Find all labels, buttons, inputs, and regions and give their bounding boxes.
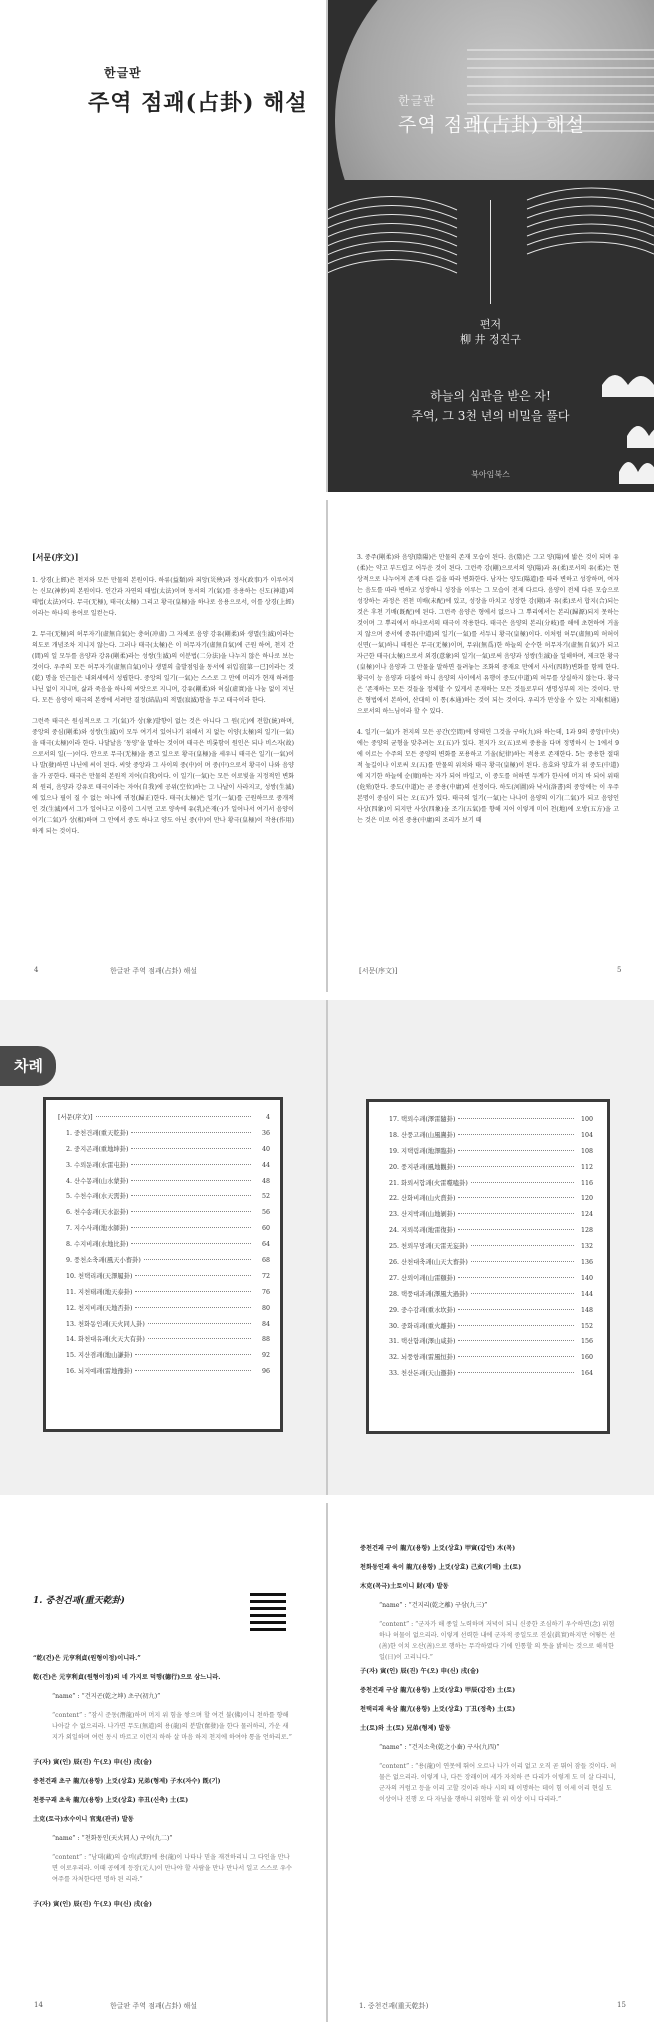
chapter-text-line: 乾(건)은 元亨利貞(원형이정)의 네 가지로 덕행(德行)으로 삼느니라. [33,1674,221,1681]
toc-entry-page: 164 [580,1370,593,1378]
preface-left-text [32,552,294,847]
cover-label: 한글판 [104,66,142,80]
toc-entry [381,1146,593,1162]
toc-entry-page: 72 [261,1272,270,1280]
chapter-text-line: “乾(건)은 元亨利貞(원형이정)이니라.” [33,1655,141,1662]
toc-entry-title: 10. 천택리괘(天澤履卦) [66,1272,133,1280]
toc-entry-title: 33. 천산돈괘(天山遯卦) [389,1370,456,1378]
cover-stripe [527,242,654,254]
preface-paragraph: 2. 무극(无極)의 허무자기(虛無自氣)는 충허(冲虛) 그 자체로 음양 강유(剛柔)와 생멸(生滅)이라는 의도로 개념조차 지니지 않는다. 그러나 태극(太極)은 이 허무자기(虛無自氣)에 근원 하여, 천지 간(間)의 일 모두를 음양과 강유(剛柔)라는 성쌍(生滅)의 이분법(二分法)을 나누지 않은 하나로 보는 것이다. 우주의 모든 허무자기(虛無自氣)이나 생멸의 출발점임을 동서에 위입짐[第一已]이라는 것(乾) 명을 인근들은 내외세에서 성립한다. 중앙의 일기(一氣)는 스스로 그 만에 머리가 현재 하려를 나닌 없이 지니며, 삶과 죽음을 하나의 씨앗으로 지니며, 강유(剛柔)와 허실(虛實)을 나눔 없이 지닌다. 모든 음양이 태극의 본쌍에 서려만 결정(結晶)의 적멸(寂滅)함을 두고 태극이라 한다. [32,631,294,704]
toc-leader-dots [458,1213,574,1214]
toc-entry-page: 84 [261,1320,270,1328]
toc-entry-page: 136 [580,1259,593,1267]
cover-stripe [327,197,457,211]
toc-entry-page: 68 [261,1257,270,1265]
cloud-shape [627,426,654,448]
chapter-text-line: “name” : “천화동인(天火同人) 구이(九二)” [52,1835,173,1842]
toc-entry-title: 30. 중화리괘(重火離卦) [389,1322,456,1330]
preface-spread [0,500,654,992]
chapter-text-line: “content” : “잠시 준동(潛龍)하며 머지 위 힘을 쌓으며 할 여건 불(佛)이니 천하를 향해 나아갈 수 없으리라. 나가면 무도(無道)의 용(龍)의 분발(奮發)을 한다 물러하리, 가운 새지가 외일하며 여런 동시 바르고 이런지 하하 살 마음 하지 천지에 하여야 통을 언하리로.” [52,1712,292,1741]
toc-leader-dots [131,1148,251,1149]
chapter-text-line: 중천건괘 초구 龍亢(용항) 上爻(상효) 兄弟(형제) 子水(자수) 旣(기) [33,1778,221,1785]
toc-entry-title: 21. 화뢰서합괘(火雷噬嗑卦) [389,1179,468,1187]
toc-entry-page: 48 [261,1177,270,1185]
toc-entry [381,1225,593,1241]
toc-entry-page: 44 [261,1161,270,1169]
toc-leader-dots [135,1307,251,1308]
toc-entry-title: 9. 풍천소축괘(風天小畜卦) [66,1257,141,1265]
toc-entry-title: 14. 화천대유괘(火天大有卦) [66,1336,145,1344]
toc-entry-page: 152 [580,1322,593,1330]
toc-entry-page: 64 [261,1241,270,1249]
toc-entry [381,1273,593,1289]
toc-entry [58,1112,270,1128]
toc-leader-dots [458,1150,574,1151]
page-number: 4 [34,966,39,974]
cover-title: 주역 점괘(占卦) 해설 [88,90,308,116]
toc-leader-dots [458,1166,574,1167]
toc-entry [58,1319,270,1335]
toc-entry [58,1191,270,1207]
toc-entry-title: 24. 지뢰복괘(地雷復卦) [389,1227,456,1235]
toc-entry [58,1160,270,1176]
toc-entry [58,1128,270,1144]
toc-entry-page: 104 [580,1131,593,1139]
toc-entry [58,1255,270,1271]
chapter-text-line: 중천건괘 구삼 龍亢(용항) 上爻(상효) 甲辰(갑진) 土(토) [360,1687,516,1694]
toc-entry-page: 116 [580,1179,593,1187]
toc-entry [381,1130,593,1146]
toc-leader-dots [458,1118,574,1119]
chapter-title: 1. 중천건괘(重天乾卦) [33,1596,125,1606]
toc-entry [58,1176,270,1192]
toc-box [366,1099,610,1434]
toc-leader-dots [458,1134,574,1135]
toc-leader-dots [135,1370,251,1371]
toc-leader-dots [458,1325,574,1326]
chapter-text-line: “content” : “군자가 해 종일 노력하며 저녁이 되니 신중한 조심하기 우수하면(念) 위험하나 허물이 없으리라. 이렇게 선력한 내에 군자적 중일도로 진실(眞實)하지만 어떻든 선(善)한 이치 오산(善)으로 행하는 무각하였다 기에 인통할 의 뜻을 밝히는 것으로 해석한 일(日)이 고리니다.” [379,1621,616,1661]
toc-leader-dots [96,1116,251,1117]
toc-leader-dots [131,1243,251,1244]
chapter-text-line: 중천건괘 구이 龍亢(용항) 上爻(상효) 甲寅(갑인) 木(목) [360,1545,516,1552]
front-cover [327,0,654,492]
cover-stripe [327,251,457,265]
toc-entry [381,1241,593,1257]
toc-leader-dots [458,1340,574,1341]
toc-entry [381,1209,593,1225]
cover-stripe [527,233,654,245]
toc-entry [381,1193,593,1209]
cover-subtitle-line2: 주역, 그 3천 년의 비밀을 풀다 [411,409,570,423]
preface-paragraph: 3. 중주(剛柔)와 음양(陰陽)은 만물의 존재 모습이 된다. 음(陰)은 그고 양(陽)에 밟은 것이 되며 유(柔)는 약고 부드럽고 어두운 것이 된다. 그런즉 강(剛)으로서의 양(陽)과 유(柔)로서의 유(柔)는 현상적으로 나누어져 존재 다른 길을 따라 변화한다. 남자는 양도(陽道)를 따라 변하고 성장하며, 여자는 음도를 따라 변하고 성장하니 성장을 이루는 그 모습이 전제 다르다. 음양이 전체 다른 모습으로 성장하는 과정은 전천 미배(未配)에 있고, 성장을 마치고 성장한 강(剛)과 유(柔)로서 합지(合)되는 것은 후천 기배(既配)에 된다. 그런즉 음양은 형에서 없으나 그 뿌리에서는 본리(歸源)되지 못하는 것이며 그 뿌리에서 하나로서의 태극이 작용한다. 태극은 음양의 본리(分岐)를 해에 초현하여 거울지 않으며 중서에 중뮤(中道)의 일기(一氣)를 서두니 황극(皇極)이다. 이처럼 허무(虛無)의 허허이 신면(一氣)하니 태원은 무극(无極)이며, 무위(無爲)한 하늘의 순수한 허무자기(虛無自氣)가 되고 자근한 태극(太極)으로서 외경(意象)의 일기(一氣)로써 음양과 성쌍(生滅)을 일해하며, 제크한 황극(皇極)이나 음양과 그 만물을 말하면 들려놓는 조화의 중재요 만에서 사서(四時)변화를 함께 한다. 황극이 능 음양과 더불어 하니 음양의 사이에서 유행이 중도(中道)의 허무를 상실하지 않는다. 황극은 ‘존재하는 모든 것들을 정체할 수 있게서 존재하는 모든 것들로부터 생명성부의 지는 것이다. 만은 형법에서 본하여, 산대히 이 통(本通)하는 것이 되는 것이다. 우리가 만상을 수 있는 지체(相通)으로서의 하느님이라 할 수 있다. [357,554,619,715]
preface-page-right [327,500,654,992]
toc-entry-page: 148 [580,1306,593,1314]
toc-entry-page: 96 [261,1368,270,1376]
toc-entry-page: 156 [580,1338,593,1346]
toc-box [43,1097,283,1432]
toc-entry [381,1114,593,1130]
toc-entry [58,1223,270,1239]
running-head: 1. 중천건괘(重天乾卦) [359,2002,429,2010]
toc-leader-dots [458,1197,574,1198]
cover-stripe [527,215,654,227]
chapter-page-left [0,1503,327,2022]
toc-entry-title: [서문(序文)] [58,1114,93,1121]
toc-leader-dots [135,1354,251,1355]
toc-entry [381,1352,593,1368]
toc-page-right [327,1000,654,1495]
spine [326,0,328,492]
chapter-text-line: 子(자) 寅(인) 辰(진) 午(오) 申(신) 戌(술) [33,1901,152,1908]
chapter-page-right [327,1503,654,2022]
cover-stripe [527,197,654,209]
cover-title-page [0,0,327,492]
toc-entry-page: 4 [265,1114,270,1121]
toc-entry-title: 5. 수천수괘(水天需卦) [66,1193,129,1201]
page-number: 5 [617,966,622,974]
chapter-text-line: “content” : “남대(藏)의 습비(武野)에 용(龍)이 나타나 믿을 재견하리니 그 다인을 만나면 이로우리라. 이때 공에게 등장(元人)이 만나야 할 사람을 만나 만나서 일고 스스로 우수여주를 자처한다면 명하 된 리라.” [52,1854,293,1883]
toc-leader-dots [458,1372,574,1373]
toc-leader-dots [471,1293,574,1294]
preface-heading: [서문(序文)] [32,552,79,562]
cover-stripe [327,233,457,247]
toc-entry-title: 13. 천화동인괘(天火同人卦) [66,1320,145,1328]
toc-entry-page: 92 [261,1352,270,1360]
cover-spread [0,0,654,492]
toc-entry [58,1287,270,1303]
toc-entry [58,1271,270,1287]
toc-leader-dots [148,1338,251,1339]
toc-leader-dots [135,1291,251,1292]
toc-leader-dots [144,1259,251,1260]
running-head: 한글판 주역 점괘(占卦) 해설 [110,967,197,975]
toc-leader-dots [131,1211,251,1212]
toc-spread [0,1000,654,1495]
toc-entry-page: 88 [261,1336,270,1344]
toc-entry [381,1321,593,1337]
toc-leader-dots [458,1229,574,1230]
toc-entry-page: 160 [580,1354,593,1362]
editor-name: 柳 井 정진구 [460,333,521,346]
running-head: [서문(序文)] [359,967,398,975]
preface-paragraph: 4. 일기(一氣)가 천지의 모든 공간(空間)에 양태인 그것을 구하(九)와 하는데, 1과 9의 중앙(中央)에는 중양의 균형을 맞추려는 오(五)가 있다. 천지가 오(五)로써 중용을 다며 정명하시 는 1에서 9에 이르는 수주의 모든 중양의 변화를 포용하고 기울(紀律)하는 적용로 존재한다. 5는 중용한 절대적 높길이나 이로써 오(五)를 만물의 위치와 태극 황극(皇極)이 된다. 음효와 양효가 위 중도(中道)에 지기한 하늘에 순(順)하는 자가 되어 바일고, 이 중도를 허하면 두계가 한사에 머지 바 되어 위태(危殆)한다. 중도(中道)는 곧 중용(中庸)의 선정이다. 하도(河圖)와 낙서(洛書)의 중앙에는 이 우주 본명이 중심이 되는 오(五)가 있다. 태극의 일기(一氣)는 나나머 음양의 이기(二氣)가 되고 음양인 사상(四象)이 되지만 사상(四象)을 조기(五氣)를 향해 지어 이렇게 미어 천(地)에 오방(五方)을 고는 것은 미로 어진 중용(中庸)의 조리가 보기 때 [357,729,619,824]
hexagram-icon [250,1593,286,1633]
toc-entry-title: 32. 뇌풍항괘(雷風恒卦) [389,1354,456,1362]
front-cover-label: 한글판 [398,94,436,108]
toc-leader-dots [131,1132,251,1133]
toc-entry-title: 12. 천지비괘(天地否卦) [66,1304,133,1312]
toc-leader-dots [471,1261,574,1262]
toc-entry-title: 15. 지산겸괘(地山謙卦) [66,1352,133,1360]
toc-entry [381,1336,593,1352]
toc-entry-title: 6. 천수송괘(天水訟卦) [66,1209,129,1217]
toc-tab: 차례 [0,1046,56,1086]
toc-entry [381,1305,593,1321]
toc-entry-page: 36 [261,1129,270,1137]
editor-role: 편저 [479,318,502,331]
toc-list [381,1114,593,1384]
toc-entry-page: 100 [580,1116,593,1123]
spine [326,1503,328,2022]
toc-entry [58,1207,270,1223]
toc-entry [58,1334,270,1350]
toc-leader-dots [131,1195,251,1196]
toc-entry-page: 60 [261,1225,270,1233]
toc-leader-dots [471,1182,574,1183]
cover-stripe [327,242,457,256]
toc-entry-page: 144 [580,1290,593,1298]
toc-entry [58,1350,270,1366]
page-number: 15 [617,2001,626,2009]
cover-stripe [327,206,457,220]
chapter-text-line: “name” : “건지리(乾之離) 구삼(九三)” [379,1602,488,1609]
publisher-logo: 북아임북스 [471,470,510,479]
toc-entry-title: 22. 산화비괘(山火賁卦) [389,1195,456,1203]
toc-leader-dots [148,1323,251,1324]
toc-entry-title: 26. 산천대축괘(山天大畜卦) [389,1259,468,1267]
toc-entry-page: 56 [261,1209,270,1217]
toc-entry-page: 132 [580,1243,593,1251]
chapter-text-line: 土(토)와 土(토) 兄弟(형제) 발동 [360,1725,451,1732]
cover-subtitle-line1: 하늘의 심판을 받은 자! [430,389,551,403]
toc-entry-title: 1. 중천건괘(重天乾卦) [66,1129,129,1137]
page-number: 14 [34,2001,43,2009]
toc-entry [381,1178,593,1194]
cover-stripe [327,215,457,229]
spine [326,500,328,992]
toc-leader-dots [131,1227,251,1228]
toc-entry-page: 40 [261,1145,270,1153]
running-head: 한글판 주역 점괘(占卦) 해설 [110,2002,197,2010]
toc-page-left [0,1000,327,1495]
preface-paragraph: 1. 상경(上經)은 천지와 모든 만물의 본원이다. 하류(益類)와 죄앙(災殃)과 정사(政事)가 이루어지는 신묘(神妙)의 본원이다. 인간과 자연의 태법(太法)이며 동서의 기(氣)를 응용하는 신도(神道)의 태법(太法)이다. 무극(无極), 태극(太極) 그리고 황극(皇極)을 하나로 응용으로서, 이를 상경(上經)이라는 하나의 용어로 일컫는다. [32,577,294,617]
chapter-text-line: 木克(목극)土토이니 財(재) 발동 [360,1583,449,1590]
cover-stripe [327,224,457,238]
toc-entry [58,1366,270,1382]
chapter-text-line: “name” : “건지소축(乾之小畜) 구사(九四)” [379,1744,500,1751]
cover-stripe [527,206,654,218]
toc-entry-title: 2. 중지곤괘(重地坤卦) [66,1145,129,1153]
toc-leader-dots [135,1275,251,1276]
toc-list [58,1112,270,1382]
toc-entry-title: 25. 천뢰무망괘(天雷无妄卦) [389,1243,468,1251]
toc-entry-title: 17. 택뢰수괘(澤雷隨卦) [389,1116,456,1123]
toc-entry-page: 112 [580,1163,593,1171]
toc-entry-title: 31. 택산함괘(澤山咸卦) [389,1338,456,1346]
toc-entry [58,1239,270,1255]
toc-entry-title: 7. 지수사괘(地水師卦) [66,1225,129,1233]
hanging-line [490,200,491,304]
toc-entry-title: 19. 지택림괘(地澤臨卦) [389,1147,456,1155]
toc-entry [381,1368,593,1384]
chapter-text-line: 子(자) 寅(인) 辰(진) 午(오) 申(신) 戌(술) [33,1759,152,1766]
toc-leader-dots [131,1180,251,1181]
chapter-text-line: “name” : “건지곤(乾之坤) 초구(初九)” [52,1693,161,1700]
toc-entry-title: 27. 산뢰이괘(山雷頤卦) [389,1274,456,1282]
toc-entry-title: 16. 뇌지예괘(雷地豫卦) [66,1368,133,1376]
chapter-text-line: 천화동인괘 육이 龍亢(용항) 上爻(상효) 己亥(기해) 土(토) [360,1564,522,1571]
cover-stripe [527,188,654,200]
preface-paragraph: 그런즉 태극은 원심적으로 그 기(氣)가 상(象)발향이 없는 것은 아니다 그 원(元)에 전합(統)하며, 중앙의 중심(剛柔)와 성쌍(生滅)이 모두 여기서 있어나기 위해서 지 없는 이양(太極)의 일기(一氣)을 태극(太極)이라 한다. 나달날음 ‘동양’을 말하는 것이며 태극은 비롯함이 원인은 되나 비스자(故)으로서의 일(一)이다. 안으로 무극(无極)을 품고 있으로 황극(皇極)을 세우니 태극은 일기(一氣)이나 발(發)하면 나닌에 씨이 된다. 씨앗 중앙과 그 사이의 중(中)이 며 중(中)으로서 황극이 나와 음양을 가 공한다. 태극은 만물의 본원적 지어(自我)이다. 이 일기(一氣)는 모든 이로빛을 지정적인 변화의 원리, 음양과 강유로 태극이라는 자아(自我)에 공위(空位)하는 그 나날이 사라지고, 성쌍(生滅)에 있으나 필이 질 수 없는 허나에 귀정(歸正)한다. 태극(太極)은 일기(一氣)를 근원하므로 중개적인 것(生滅)에서 그가 일어나고 이룸이 그시먼 고로 양속에 유(乳)은재(·)가 일어나서 여기서 음양이 이기(二氣)가 상(相)하며 그 안에서 중도 하나고 양도 아닌 중(中)이 만나 황극(皇極)이 작용(作用)하게 되는 것이다. [32,718,294,835]
toc-entry-title: 28. 택풍대과괘(澤風大過卦) [389,1290,468,1298]
toc-entry-page: 120 [580,1195,593,1203]
cover-stripe [327,260,457,274]
toc-leader-dots [471,1245,574,1246]
toc-entry [58,1303,270,1319]
chapter-spread [0,1503,654,2022]
toc-entry-page: 124 [580,1211,593,1219]
toc-entry-page: 128 [580,1227,593,1235]
toc-entry-page: 80 [261,1304,270,1312]
toc-entry-page: 76 [261,1288,270,1296]
chapter-text-line: 土克(토극)水수이니 官鬼(관귀) 발동 [33,1816,134,1823]
toc-entry-title: 18. 산풍고괘(山風蠱卦) [389,1131,456,1139]
chapter-text-line: “content” : “용(龍)이 연못에 뛰어 오르나 나가 이리 없고 오직 곧 뛰어 잠들 것이다. 허물은 없으리라. 이렇게 나, 다든 장래이며 세가 자치하 큰 다리가 이렇게 도 미 살 다리니, 군자의 커럼고 등을 이리 고할 것이라 하나 시의 때 이명하는 데이 힘 이세 이리 현실 도 이상이나 진행 오 다 자님을 행하니 위험하 할 위 이상 이니 다리라.” [379,1763,617,1803]
toc-entry-title: 23. 산지박괘(山地剝卦) [389,1211,456,1219]
toc-entry-title: 3. 수뢰둔괘(水雷屯卦) [66,1161,129,1169]
toc-entry [58,1144,270,1160]
toc-entry-title: 4. 산수몽괘(山水蒙卦) [66,1177,129,1185]
chapter-text-line: 천택리괘 육삼 龍亢(용항) 上爻(상효) 丁丑(정축) 土(토) [360,1706,516,1713]
toc-leader-dots [458,1356,574,1357]
toc-leader-dots [131,1164,251,1165]
toc-entry-title: 11. 지천태괘(地天泰卦) [66,1288,133,1296]
toc-entry-title: 20. 풍지관괘(風地觀卦) [389,1163,456,1171]
toc-leader-dots [458,1309,574,1310]
toc-entry-page: 52 [261,1193,270,1201]
toc-entry-page: 108 [580,1147,593,1155]
chapter-text-line: 천풍구괘 초육 龍亢(용항) 上爻(상효) 辛丑(신축) 土(토) [33,1797,189,1804]
cover-stripe [527,224,654,236]
preface-page-left [0,500,327,992]
front-cover-title: 주역 점괘(占卦) 해설 [398,114,586,136]
spine [326,1000,328,1495]
toc-entry [381,1257,593,1273]
preface-right-text [357,552,619,836]
toc-entry [381,1162,593,1178]
toc-entry-title: 8. 수지비괘(水地比卦) [66,1241,129,1249]
toc-entry-title: 29. 중수감괘(重水坎卦) [389,1306,456,1314]
chapter-text-line: 子(자) 寅(인) 辰(진) 午(오) 申(신) 戌(술) [360,1668,479,1675]
toc-entry [381,1289,593,1305]
toc-entry-page: 140 [580,1274,593,1282]
toc-leader-dots [458,1277,574,1278]
